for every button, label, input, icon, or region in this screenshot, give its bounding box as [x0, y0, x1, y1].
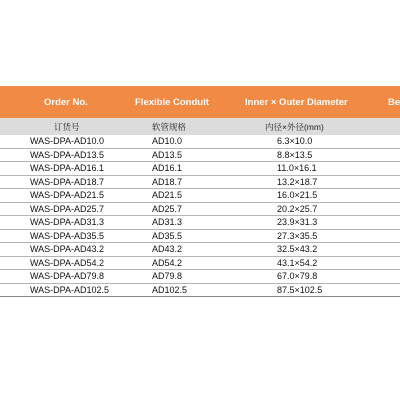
cell-order-no: WAS-DPA-AD10.0 [30, 136, 105, 147]
table-row [0, 189, 400, 203]
cell-flexible-conduit: AD10.0 [152, 136, 183, 147]
cell-order-no: WAS-DPA-AD54.2 [30, 257, 105, 268]
table-row [0, 243, 400, 257]
cell-inner-outer-diameter: 11.0×16.1 [277, 163, 317, 174]
cell-order-no: WAS-DPA-AD35.5 [30, 230, 105, 241]
cell-inner-outer-diameter: 27.3×35.5 [277, 230, 318, 241]
table-row [0, 176, 400, 190]
header-order-no: Order No. [44, 96, 88, 108]
cell-inner-outer-diameter: 87.5×102.5 [277, 284, 323, 295]
subheader-order-no: 订货号 [54, 121, 80, 132]
table-row [0, 216, 400, 230]
cell-flexible-conduit: AD18.7 [152, 176, 183, 187]
cell-order-no: WAS-DPA-AD16.1 [30, 163, 105, 174]
cell-flexible-conduit: AD25.7 [152, 203, 183, 214]
cell-flexible-conduit: AD31.3 [152, 217, 183, 228]
table-header-row [0, 86, 400, 118]
table-row [0, 230, 400, 244]
cell-flexible-conduit: AD21.5 [152, 190, 183, 201]
cell-inner-outer-diameter: 32.5×43.2 [277, 244, 318, 255]
cell-flexible-conduit: AD16.1 [152, 163, 183, 174]
cell-order-no: WAS-DPA-AD13.5 [30, 149, 105, 160]
cell-order-no: WAS-DPA-AD43.2 [30, 244, 105, 255]
header-inner-outer-diameter: Inner × Outer Diameter [245, 96, 348, 108]
cell-flexible-conduit: AD79.8 [152, 271, 183, 282]
subheader-flexible-conduit: 软管规格 [152, 121, 187, 132]
table-row [0, 257, 400, 271]
cell-inner-outer-diameter: 43.1×54.2 [277, 257, 318, 268]
table-row [0, 284, 400, 298]
table-row [0, 270, 400, 284]
cell-inner-outer-diameter: 13.2×18.7 [277, 176, 318, 187]
cell-order-no: WAS-DPA-AD102.5 [30, 284, 110, 295]
cell-flexible-conduit: AD13.5 [152, 149, 183, 160]
subheader-inner-outer-diameter: 内径×外径(mm) [265, 121, 324, 132]
cell-order-no: WAS-DPA-AD21.5 [30, 190, 105, 201]
cell-flexible-conduit: AD54.2 [152, 257, 183, 268]
cell-inner-outer-diameter: 6.3×10.0 [277, 136, 313, 147]
cell-flexible-conduit: AD35.5 [152, 230, 183, 241]
cell-flexible-conduit: AD102.5 [152, 284, 188, 295]
cell-flexible-conduit: AD43.2 [152, 244, 183, 255]
table-subheader-row [0, 118, 400, 135]
table-row [0, 149, 400, 163]
cell-inner-outer-diameter: 20.2×25.7 [277, 203, 318, 214]
cell-inner-outer-diameter: 67.0×79.8 [277, 271, 318, 282]
table-body [0, 135, 400, 297]
product-table [0, 86, 400, 297]
cell-order-no: WAS-DPA-AD79.8 [30, 271, 105, 282]
table-row [0, 135, 400, 149]
cell-order-no: WAS-DPA-AD31.3 [30, 217, 105, 228]
cell-inner-outer-diameter: 23.9×31.3 [277, 217, 318, 228]
cell-order-no: WAS-DPA-AD25.7 [30, 203, 105, 214]
header-flexible-conduit: Flexible Conduit [135, 96, 209, 108]
cell-inner-outer-diameter: 8.8×13.5 [277, 149, 313, 160]
cell-order-no: WAS-DPA-AD18.7 [30, 176, 105, 187]
table-row [0, 162, 400, 176]
table-row [0, 203, 400, 217]
header-cut-off: Be [388, 96, 400, 108]
cell-inner-outer-diameter: 16.0×21.5 [277, 190, 318, 201]
